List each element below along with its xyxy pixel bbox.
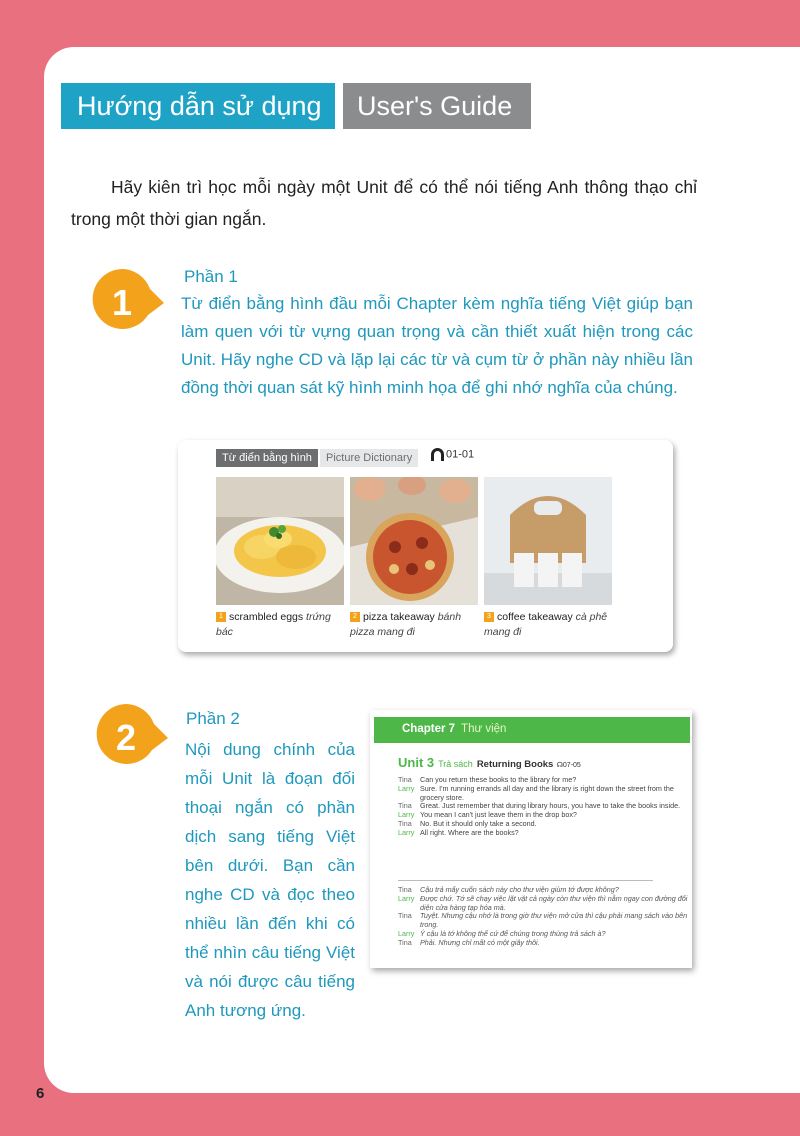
caption-3 (484, 610, 614, 640)
audio-track (431, 448, 474, 461)
speaker: Larry (398, 810, 415, 820)
caption-3-vi: cà phê mang đi (484, 611, 608, 638)
dialogue-line (398, 895, 688, 913)
caption-3-number: 3 (484, 612, 494, 622)
dialogue-line (398, 912, 688, 930)
guide-title-vi: Hướng dẫn sử dụng (61, 83, 335, 129)
caption-2-number: 2 (350, 612, 360, 622)
pizza-takeaway-image (350, 477, 478, 605)
dialogue-line (398, 829, 688, 838)
speaker: Larry (398, 893, 415, 903)
divider (398, 880, 653, 881)
line-text: Ý cậu là tớ không thể cứ để chúng trong thùng trả sách à? (420, 928, 606, 938)
section-2-title: Phần 2 (186, 709, 240, 728)
caption-2 (350, 610, 480, 640)
line-text: You mean I can't just leave them in the drop box? (420, 810, 577, 820)
line-text: Tuyệt. Nhưng cậu nhớ là trong giờ thư viện mở cửa thì cậu phải mang sách vào bên trong. (420, 911, 688, 930)
unit-heading (398, 755, 581, 770)
chapter-number: Chapter 7 (402, 723, 456, 735)
section-1-badge (90, 265, 166, 341)
line-text: Can you return these books to the library for me? (420, 775, 577, 784)
guide-title-en: User's Guide (343, 83, 531, 129)
section-2-number: 2 (115, 717, 137, 758)
chapter-sample (370, 710, 692, 968)
caption-3-en: coffee takeaway (497, 611, 573, 623)
caption-1 (216, 610, 346, 640)
dialogue-line (398, 939, 688, 948)
line-text: Sure. I'm running errands all day and the library is right down the street from the grocery store. (420, 783, 674, 802)
coffee-takeaway-image (484, 477, 612, 605)
chapter-title-vi: Thư viện (461, 723, 507, 735)
picture-dictionary-sample (178, 440, 673, 652)
section-2-badge (94, 700, 170, 776)
page-number: 6 (36, 1085, 45, 1102)
section-1-body: Từ điển bằng hình đầu mỗi Chapter kèm nghĩa tiếng Việt giúp bạn làm quen với từ vựng quan trọng và cần thiết xuất hiện trong các Unit. Hãy nghe CD và lặp lại các từ và cụm từ ở phần này nhiều lần đồng thời quan sát kỹ hình minh họa để ghi nhớ nghĩa của chúng. (181, 294, 693, 397)
line-text: Great. Just remember that during library hours, you have to take the books inside. (420, 801, 681, 811)
speaker: Tina (398, 775, 412, 784)
unit-number: Unit 3 (398, 755, 435, 770)
scrambled-eggs-image (216, 477, 344, 605)
section-1-number: 1 (111, 282, 133, 323)
headphones-icon (431, 448, 444, 461)
speaker: Tina (398, 885, 412, 894)
chapter-bar (374, 717, 690, 743)
line-text: Được chứ. Tớ sẽ chạy việc lặt vặt cả ngày còn thư viện thì nằm ngay con đường đối diện cửa hàng tạp hóa mà. (420, 893, 688, 912)
caption-2-vi: bánh pizza mang đi (350, 611, 462, 638)
line-text: Cậu trả mấy cuốn sách này cho thư viện giùm tớ được không? (420, 885, 619, 894)
track-number: 01-01 (446, 448, 475, 461)
speaker: Larry (398, 827, 415, 837)
dialogue-english (398, 776, 688, 838)
picture-dictionary-label-vi: Từ điển bằng hình (216, 449, 318, 467)
speaker: Tina (398, 801, 412, 811)
caption-2-en: pizza takeaway (363, 611, 435, 623)
line-text: All right. Where are the books? (420, 827, 519, 837)
speaker: Tina (398, 937, 412, 947)
page (44, 47, 800, 1093)
speaker: Larry (398, 928, 415, 938)
unit-track: ☊07-05 (556, 762, 581, 769)
picture-dictionary-label-en: Picture Dictionary (320, 449, 418, 467)
section-1-title: Phần 1 (184, 267, 238, 286)
caption-1-vi: trứng bác (216, 611, 331, 638)
speaker: Tina (398, 911, 412, 921)
unit-track-number: 07-05 (562, 762, 581, 769)
intro-text: Hãy kiên trì học mỗi ngày một Unit để có thể nói tiếng Anh thông thạo chỉ trong một thời gian ngắn. (71, 177, 697, 229)
speaker: Tina (398, 818, 412, 828)
line-text: Phải. Nhưng chỉ mất có một giây thôi. (420, 937, 540, 947)
unit-title-vi: Trả sách (438, 759, 473, 769)
caption-1-number: 1 (216, 612, 226, 622)
dialogue-line (398, 785, 688, 803)
speaker: Larry (398, 783, 415, 793)
line-text: No. But it should only take a second. (420, 818, 537, 828)
unit-title-en: Returning Books (476, 759, 554, 770)
section-2-body: Nội dung chính của mỗi Unit là đoạn đối thoại ngắn có phần dịch sang tiếng Việt bên dưới. Bạn cần nghe CD và đọc theo nhiều lần đến khi có thể nhìn câu tiếng Việt và nói được câu tiếng Anh tương ứng. (185, 740, 355, 1020)
caption-1-en: scrambled eggs (229, 611, 304, 623)
dialogue-vietnamese (398, 886, 688, 948)
